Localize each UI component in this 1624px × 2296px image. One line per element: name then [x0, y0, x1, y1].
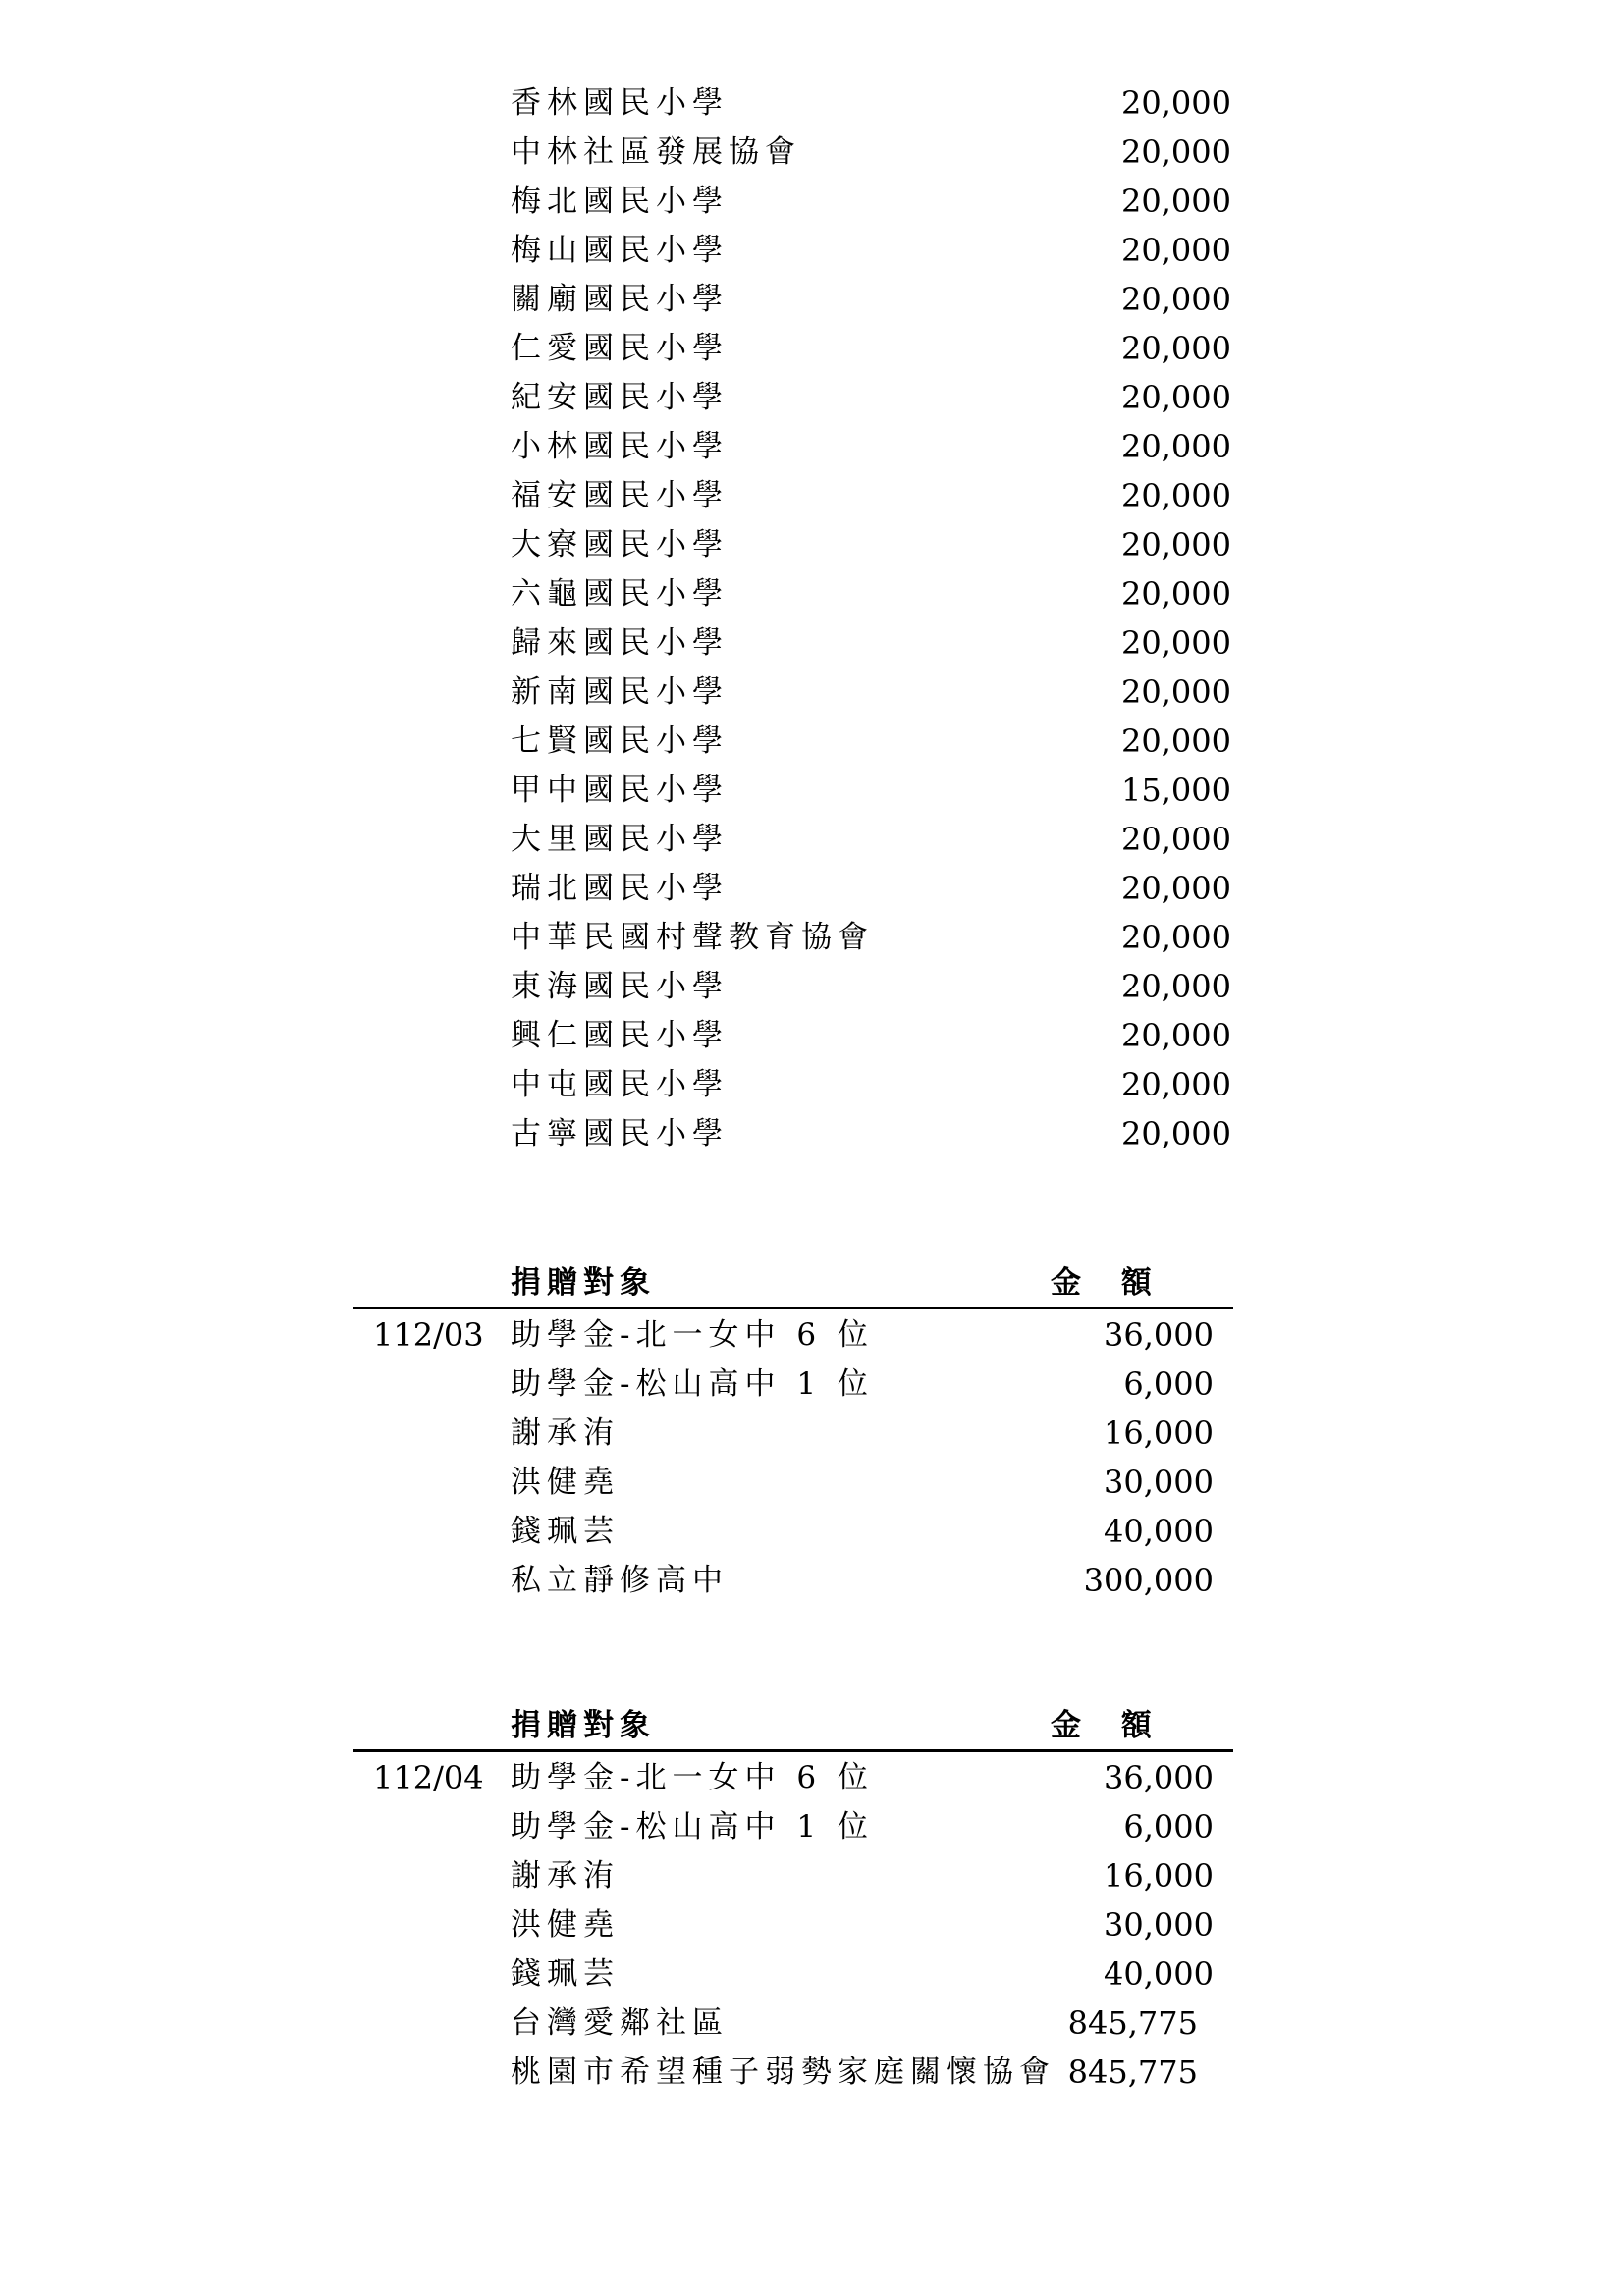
recipient-name: 私立靜修高中 [511, 1563, 729, 1598]
table-row [0, 1802, 1624, 1851]
header-recipient: 捐贈對象 [511, 1708, 656, 1743]
amount: 300,000 [1083, 1562, 1214, 1599]
recipient-name: 大里國民小學 [511, 822, 729, 857]
amount: 20,000 [1121, 477, 1231, 514]
recipient-name: 七賢國民小學 [511, 723, 729, 759]
recipient-name: 中華民國村聲教育協會 [511, 920, 874, 955]
recipient-name: 小林國民小學 [511, 429, 729, 464]
amount: 40,000 [1104, 1513, 1214, 1550]
list-item [0, 1060, 1624, 1109]
amount: 845,775 [1067, 2054, 1198, 2091]
recipient-name: 助學金-松山高中 1 位 [511, 1809, 874, 1844]
recipient-name: 中林社區發展協會 [511, 134, 801, 170]
amount: 20,000 [1121, 1066, 1231, 1103]
recipient-name: 關廟國民小學 [511, 282, 729, 317]
amount: 20,000 [1121, 673, 1231, 711]
recipient-name: 洪健堯 [511, 1907, 620, 1943]
amount: 20,000 [1121, 624, 1231, 662]
amount: 20,000 [1121, 870, 1231, 907]
list-item [0, 471, 1624, 520]
amount: 20,000 [1121, 1017, 1231, 1054]
amount: 20,000 [1121, 428, 1231, 465]
table-row [0, 2048, 1624, 2097]
recipient-name: 東海國民小學 [511, 969, 729, 1004]
list-item [0, 520, 1624, 569]
recipient-name: 甲中國民小學 [511, 773, 729, 808]
table-row [0, 1851, 1624, 1900]
table-row [0, 1310, 1624, 1360]
recipient-name: 梅北國民小學 [511, 184, 729, 219]
date: 112/03 [373, 1316, 484, 1354]
list-item [0, 962, 1624, 1011]
header-amount: 金 額 [1051, 1708, 1152, 1743]
amount: 20,000 [1121, 968, 1231, 1005]
recipient-name: 助學金-北一女中 6 位 [511, 1760, 874, 1795]
amount: 20,000 [1121, 84, 1231, 122]
header-recipient: 捐贈對象 [511, 1265, 656, 1301]
header-divider [353, 1749, 1233, 1752]
amount: 845,775 [1067, 2004, 1198, 2042]
recipient-name: 福安國民小學 [511, 478, 729, 513]
amount: 16,000 [1104, 1857, 1214, 1895]
amount: 20,000 [1121, 232, 1231, 269]
recipient-name: 錢珮芸 [511, 1514, 620, 1549]
amount: 20,000 [1121, 1115, 1231, 1152]
list-item [0, 422, 1624, 471]
recipient-name: 錢珮芸 [511, 1956, 620, 1992]
amount: 36,000 [1104, 1316, 1214, 1354]
list-item [0, 864, 1624, 913]
table-row [0, 1949, 1624, 1999]
list-item [0, 569, 1624, 618]
recipient-name: 洪健堯 [511, 1465, 620, 1500]
recipient-name: 台灣愛鄰社區 [511, 2005, 729, 2041]
recipient-name: 助學金-北一女中 6 位 [511, 1317, 874, 1353]
list-item [0, 1011, 1624, 1060]
list-item [0, 177, 1624, 226]
recipient-name: 中屯國民小學 [511, 1067, 729, 1102]
amount: 20,000 [1121, 722, 1231, 760]
header-amount: 金 額 [1051, 1265, 1152, 1301]
recipient-name: 興仁國民小學 [511, 1018, 729, 1053]
recipient-name: 六龜國民小學 [511, 576, 729, 612]
amount: 6,000 [1123, 1365, 1214, 1403]
recipient-name: 瑞北國民小學 [511, 871, 729, 906]
amount: 20,000 [1121, 330, 1231, 367]
amount: 20,000 [1121, 821, 1231, 858]
recipient-name: 大寮國民小學 [511, 527, 729, 562]
recipient-name: 新南國民小學 [511, 674, 729, 710]
recipient-name: 紀安國民小學 [511, 380, 729, 415]
table-row [0, 1900, 1624, 1949]
list-item [0, 815, 1624, 864]
list-item [0, 766, 1624, 815]
table-header [0, 1258, 1624, 1308]
header-divider [353, 1307, 1233, 1309]
list-item [0, 1109, 1624, 1158]
date: 112/04 [373, 1759, 484, 1796]
list-item [0, 128, 1624, 177]
recipient-name: 歸來國民小學 [511, 625, 729, 661]
table-row [0, 1458, 1624, 1507]
amount: 20,000 [1121, 526, 1231, 563]
recipient-name: 仁愛國民小學 [511, 331, 729, 366]
table-row [0, 1753, 1624, 1802]
list-item [0, 717, 1624, 766]
list-item [0, 373, 1624, 422]
table-row [0, 1507, 1624, 1556]
recipient-name: 梅山國民小學 [511, 233, 729, 268]
amount: 20,000 [1121, 919, 1231, 956]
amount: 15,000 [1121, 772, 1231, 809]
recipient-name: 助學金-松山高中 1 位 [511, 1366, 874, 1402]
amount: 6,000 [1123, 1808, 1214, 1845]
recipient-name: 香林國民小學 [511, 85, 729, 121]
table-row [0, 1409, 1624, 1458]
amount: 16,000 [1104, 1415, 1214, 1452]
list-item [0, 275, 1624, 324]
amount: 20,000 [1121, 281, 1231, 318]
list-item [0, 226, 1624, 275]
list-item [0, 667, 1624, 717]
recipient-name: 桃園市希望種子弱勢家庭關懷協會 [511, 2055, 1056, 2090]
amount: 20,000 [1121, 183, 1231, 220]
recipient-name: 謝承洧 [511, 1415, 620, 1451]
table-row [0, 1360, 1624, 1409]
amount: 20,000 [1121, 133, 1231, 171]
table-row [0, 1556, 1624, 1605]
recipient-name: 古寧國民小學 [511, 1116, 729, 1151]
amount: 30,000 [1104, 1906, 1214, 1944]
amount: 20,000 [1121, 379, 1231, 416]
table-header [0, 1701, 1624, 1750]
list-item [0, 79, 1624, 128]
list-item [0, 913, 1624, 962]
table-row [0, 1999, 1624, 2048]
amount: 40,000 [1104, 1955, 1214, 1993]
list-item [0, 618, 1624, 667]
amount: 20,000 [1121, 575, 1231, 613]
list-item [0, 324, 1624, 373]
amount: 30,000 [1104, 1464, 1214, 1501]
recipient-name: 謝承洧 [511, 1858, 620, 1894]
amount: 36,000 [1104, 1759, 1214, 1796]
